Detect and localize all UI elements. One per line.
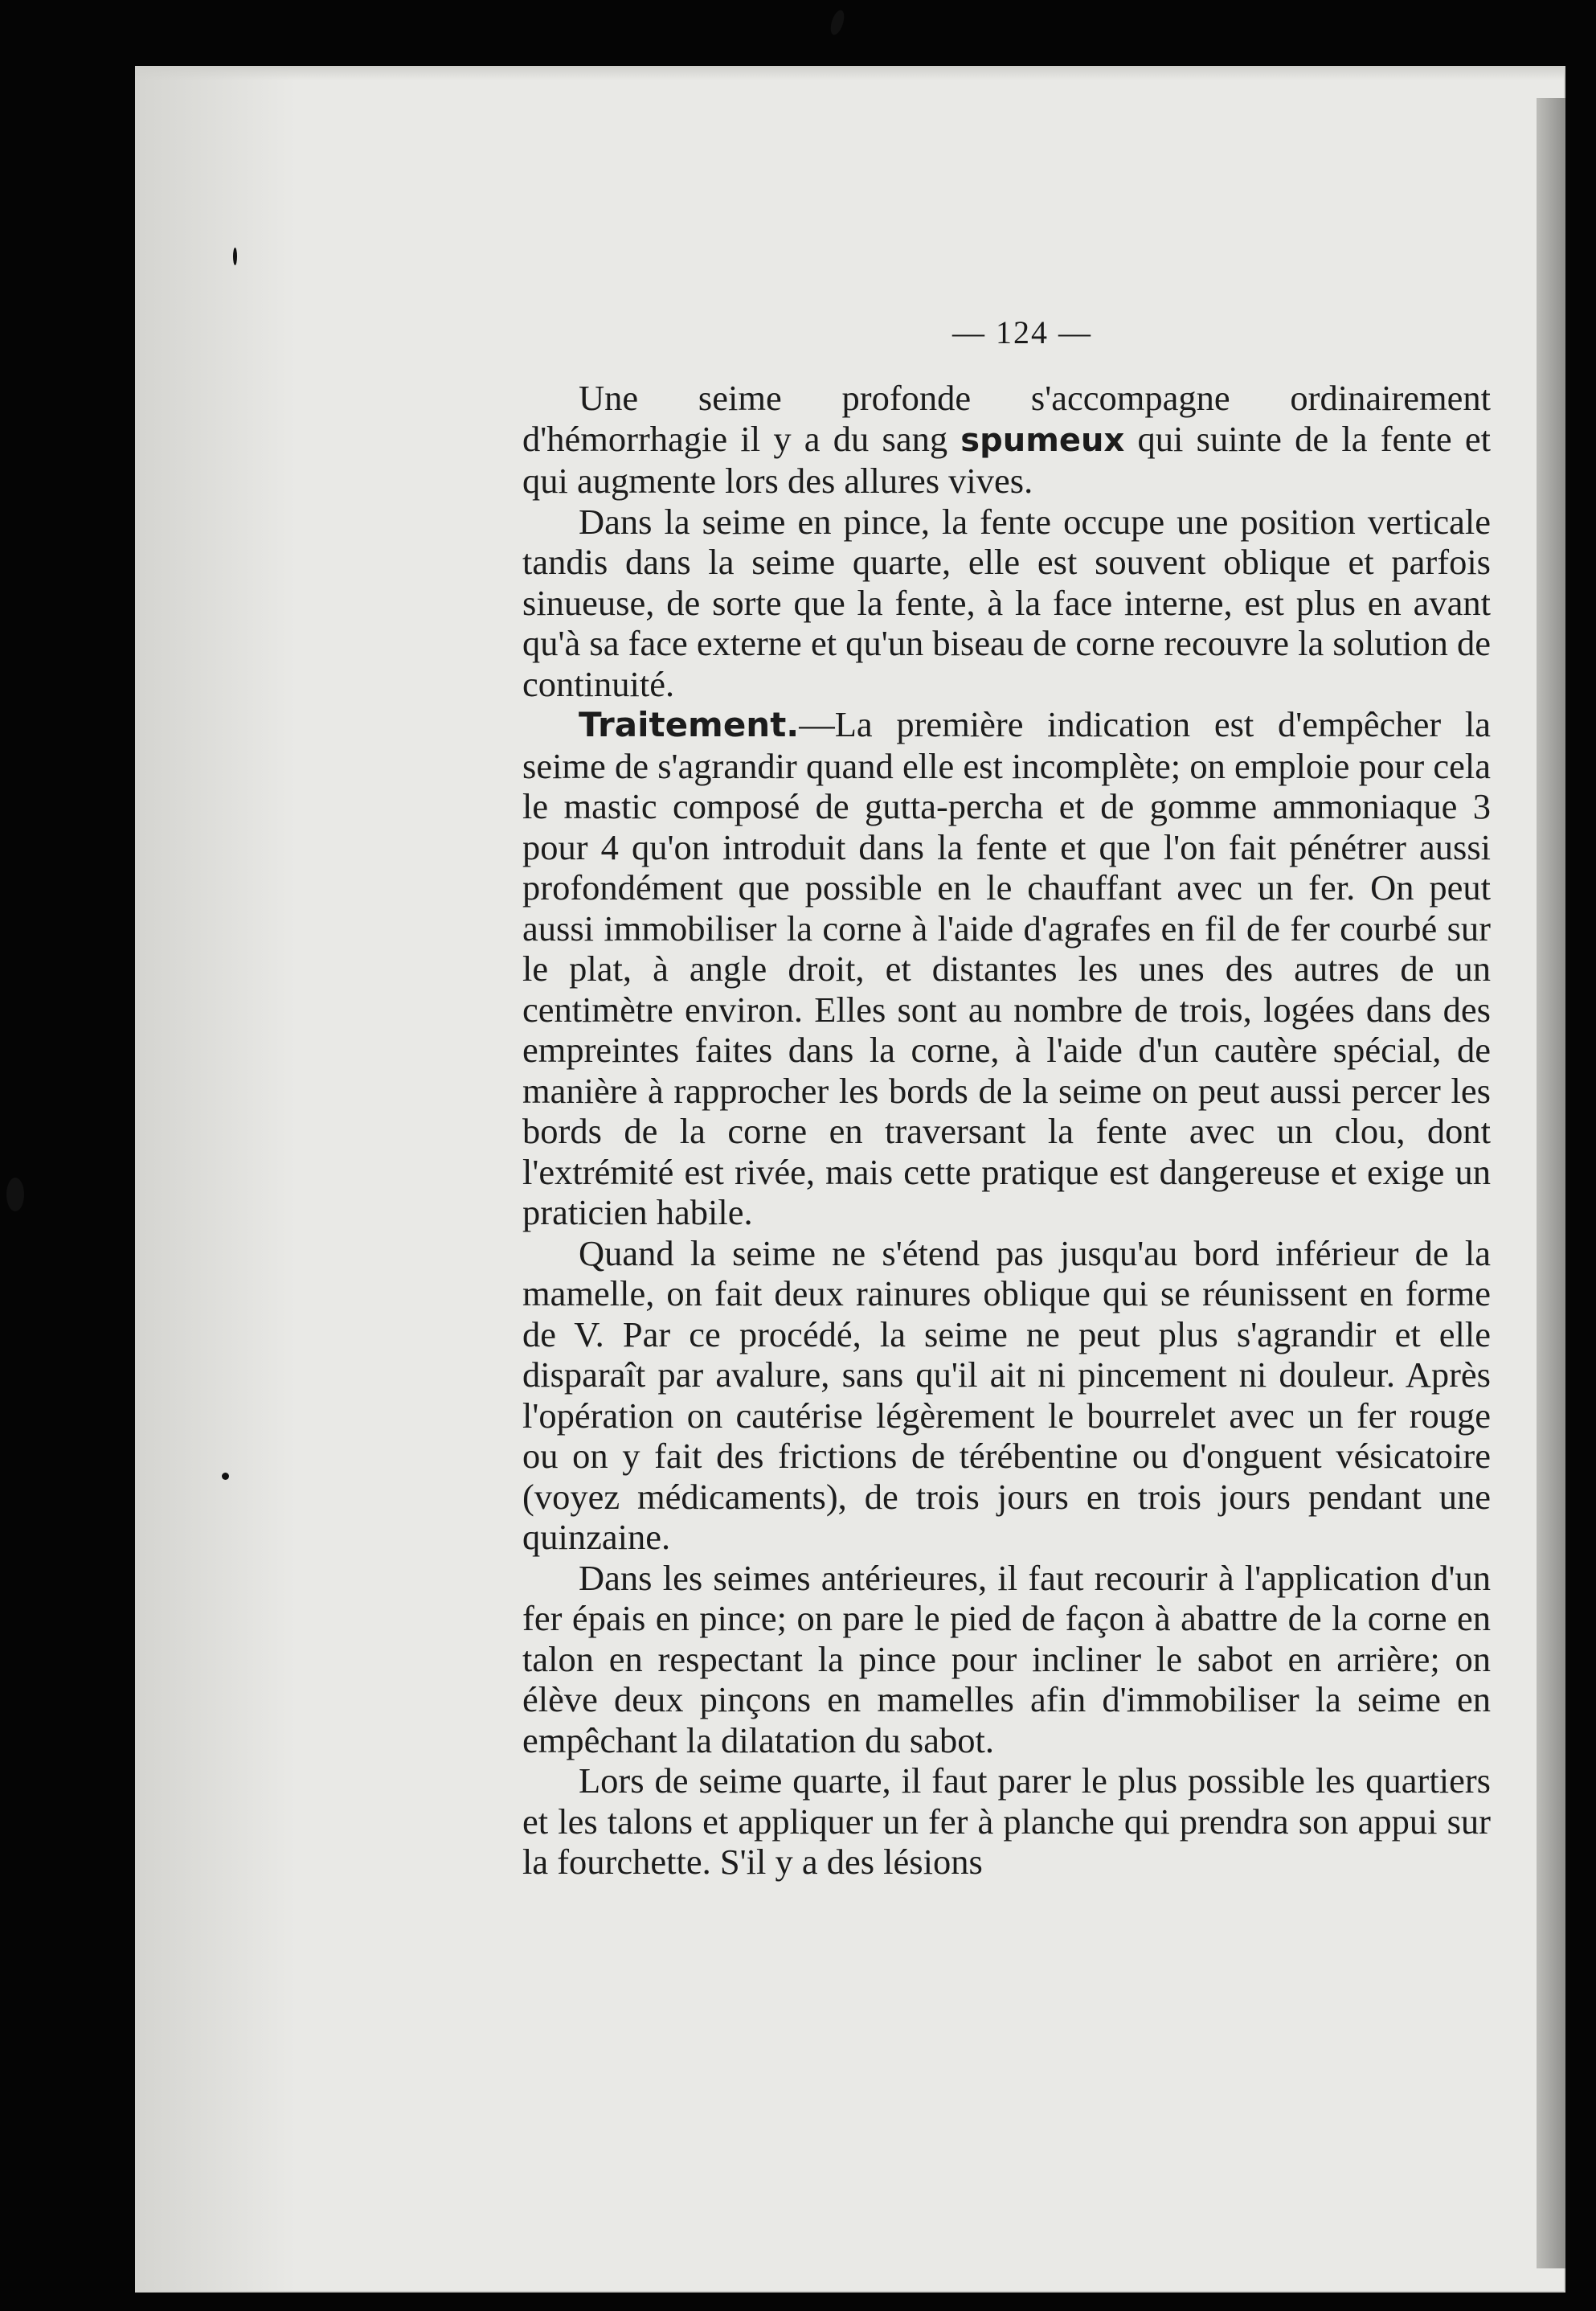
- paragraph-6: Lors de seime quarte, il faut parer le plus possible les quartiers et les talons et appliquer un fer à planche qui prendra son appui sur la fourchette. S'il y a des lésions: [522, 1760, 1491, 1882]
- section-heading-traitement: Traitement.: [579, 705, 800, 744]
- paragraph-2: Dans la seime en pince, la fente occupe une position verticale tandis dans la seime quarte, elle est souvent oblique et parfois sinueuse, de sorte que la fente, à la face interne, est plus en avant qu'à sa face externe et qu'un biseau de corne recouvre la solution de continuité.: [522, 501, 1491, 704]
- ink-speck: [828, 9, 846, 37]
- paragraph-traitement: [522, 704, 1491, 1233]
- page-number: — 124 —: [952, 314, 1092, 350]
- ink-speck: [233, 248, 237, 265]
- paragraph-5: Dans les seimes antérieures, il faut recourir à l'application d'un fer épais en pince; on pare le pied de façon à abattre de la corne en talon en respectant la pince pour incliner le sabot en arrière; on élève deux pinçons en mamelles afin d'immobiliser la seime en empêchant la dilatation du sabot.: [522, 1557, 1491, 1760]
- page-top-edge: [135, 66, 1565, 80]
- body-text: [522, 378, 1491, 1883]
- paragraph-traitement-text: —La première indication est d'empêcher la seime de s'agrandir quand elle est incomplète; on emploie pour cela le mastic composé de gutta-percha et de gomme ammoniaque 3 pour 4 qu'on introduit dans la fente et que l'on fait pénétrer aussi profondément que possible en le chauffant avec un fer. On peut aussi immobiliser la corne à l'aide d'agrafes en fil de fer courbé sur le plat, à angle droit, et distantes les unes des autres de un centimètre environ. Elles sont au nombre de trois, logées dans des empreintes faites dans la corne, à l'aide d'un cautère spécial, de manière à rapprocher les bords de la seime on peut aussi percer les bords de la corne en traversant la fente avec un clou, dont l'extrémité est rivée, mais cette pratique est dangereuse et exige un praticien habile.: [522, 704, 1491, 1232]
- ink-speck: [6, 1178, 24, 1211]
- paragraph-1-text-start: Une seime profonde s'accompagne ordinairement d'hémorrhagie il y a du sang: [522, 378, 1491, 459]
- paragraph-1: [522, 378, 1491, 502]
- paragraph-1-text-end: qui suinte de la fente et qui augmente lors des allures vives.: [522, 418, 1491, 501]
- ink-speck: [222, 1473, 229, 1480]
- page-right-edge: [1537, 98, 1565, 2268]
- emphasis-spumeux: spumeux: [960, 421, 1125, 459]
- page-shadow: [135, 66, 296, 2293]
- paragraph-4: Quand la seime ne s'étend pas jusqu'au bord inférieur de la mamelle, on fait deux rainures oblique qui se réunissent en forme de V. Par ce procédé, la seime ne peut plus s'agrandir et elle disparaît par avalure, sans qu'il ait ni pincement ni douleur. Après l'opération on cautérise légèrement le bourrelet avec un fer rouge ou on y fait des frictions de térébentine ou d'onguent vésicatoire (voyez médicaments), de trois jours en trois jours pendant une quinzaine.: [522, 1232, 1491, 1557]
